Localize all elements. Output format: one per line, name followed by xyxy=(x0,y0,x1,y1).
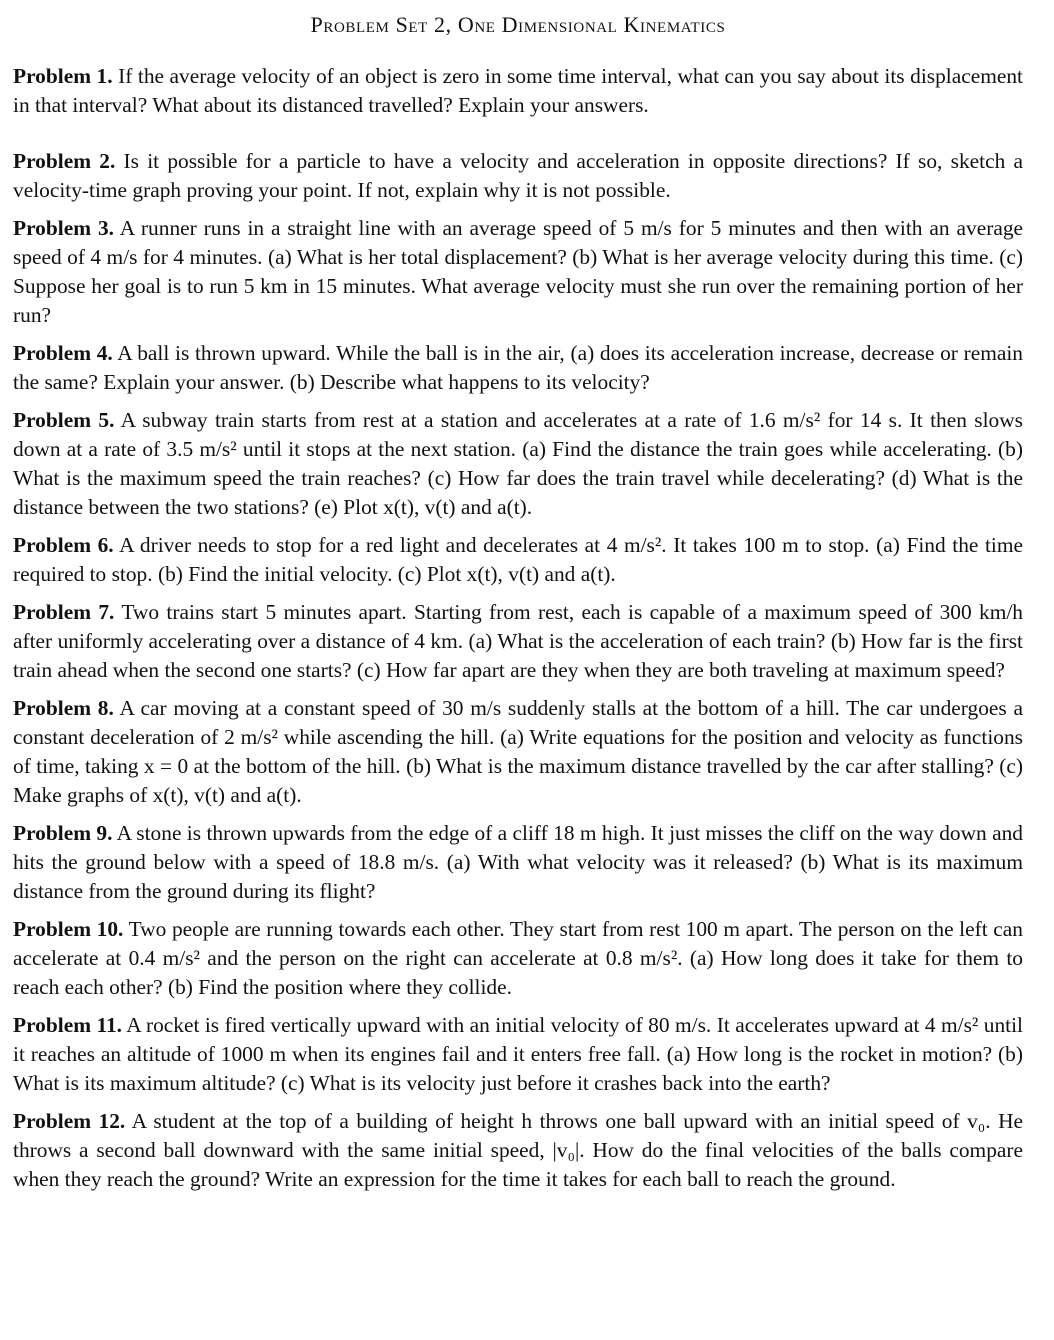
problem-10 xyxy=(13,915,1023,1002)
problem-12-text: A student at the top of a building of height h throws one ball upward with an initial speed of v₀. He throws a second ball downward with the same initial speed, |v₀|. How do the final velocities of the balls compare when they reach the ground? Write an expression for the time it takes for each ball to reach the ground. xyxy=(13,1109,1024,1191)
problem-5 xyxy=(13,406,1023,522)
problem-11 xyxy=(13,1011,1023,1098)
problem-9 xyxy=(13,819,1023,906)
problem-7 xyxy=(13,598,1023,685)
page-title: Problem Set 2, One Dimensional Kinematics xyxy=(310,12,726,37)
problem-3-label: Problem 3. xyxy=(13,216,114,240)
problem-5-label: Problem 5. xyxy=(13,408,115,432)
problem-12-label: Problem 12. xyxy=(13,1109,126,1133)
problem-6-text: A driver needs to stop for a red light and decelerates at 4 m/s². It takes 100 m to stop. (a) Find the time required to stop. (b) Find the initial velocity. (c) Plot x(t), v(t) and a(t). xyxy=(13,533,1023,586)
problem-5-text: A subway train starts from rest at a station and accelerates at a rate of 1.6 m/s² for 14 s. It then slows down at a rate of 3.5 m/s² until it stops at the next station. (a) Find the distance the train goes while accelerating. (b) What is the maximum speed the train reaches? (c) How far does the train travel while decelerating? (d) What is the distance between the two stations? (e) Plot x(t), v(t) and a(t). xyxy=(13,408,1023,519)
problem-6-label: Problem 6. xyxy=(13,533,114,557)
problem-8-label: Problem 8. xyxy=(13,696,114,720)
problem-9-label: Problem 9. xyxy=(13,821,113,845)
problem-10-label: Problem 10. xyxy=(13,917,124,941)
problem-3-text: A runner runs in a straight line with an average speed of 5 m/s for 5 minutes and then with an average speed of 4 m/s for 4 minutes. (a) What is her total displacement? (b) What is her average velocity during this time. (c) Suppose her goal is to run 5 km in 15 minutes. What average velocity must she run over the remaining portion of her run? xyxy=(13,216,1024,327)
problem-10-text: Two people are running towards each other. They start from rest 100 m apart. The person on the left can accelerate at 0.4 m/s² and the person on the right can accelerate at 0.8 m/s². (a) How long does it take for them to reach each other? (b) Find the position where they collide. xyxy=(13,917,1023,999)
problem-9-text: A stone is thrown upwards from the edge of a cliff 18 m high. It just misses the cliff on the way down and hits the ground below with a speed of 18.8 m/s. (a) With what velocity was it released? (b) What is its maximum distance from the ground during its flight? xyxy=(13,821,1023,903)
problem-11-text: A rocket is fired vertically upward with an initial velocity of 80 m/s. It accelerates upward at 4 m/s² until it reaches an altitude of 1000 m when its engines fail and it enters free fall. (a) How long is the rocket in motion? (b) What is its maximum altitude? (c) What is its velocity just before it crashes back into the earth? xyxy=(13,1013,1023,1095)
problem-7-label: Problem 7. xyxy=(13,600,115,624)
problem-2-label: Problem 2. xyxy=(13,149,116,173)
problem-8-text: A car moving at a constant speed of 30 m/s suddenly stalls at the bottom of a hill. The car undergoes a constant deceleration of 2 m/s² while ascending the hill. (a) Write equations for the position and velocity as functions of time, taking x = 0 at the bottom of the hill. (b) What is the maximum distance travelled by the car after stalling? (c) Make graphs of x(t), v(t) and a(t). xyxy=(13,696,1023,807)
problem-4-label: Problem 4. xyxy=(13,341,113,365)
problem-1 xyxy=(13,62,1023,120)
problem-3 xyxy=(13,214,1023,330)
document-page xyxy=(13,0,1023,1203)
problem-4 xyxy=(13,339,1023,397)
problem-12 xyxy=(13,1107,1023,1194)
problem-4-text: A ball is thrown upward. While the ball is in the air, (a) does its acceleration increase, decrease or remain the same? Explain your answer. (b) Describe what happens to its velocity? xyxy=(13,341,1023,394)
problem-8 xyxy=(13,694,1023,810)
problem-6 xyxy=(13,531,1023,589)
problem-2-text: Is it possible for a particle to have a velocity and acceleration in opposite directions? If so, sketch a velocity-time graph proving your point. If not, explain why it is not possible. xyxy=(13,149,1023,202)
problem-11-label: Problem 11. xyxy=(13,1013,123,1037)
problem-2 xyxy=(13,147,1023,205)
problem-7-text: Two trains start 5 minutes apart. Starting from rest, each is capable of a maximum speed of 300 km/h after uniformly accelerating over a distance of 4 km. (a) What is the acceleration of each train? (b) How far is the first train ahead when the second one starts? (c) How far apart are they when they are both traveling at maximum speed? xyxy=(13,600,1023,682)
problem-1-text: If the average velocity of an object is zero in some time interval, what can you say about its displacement in that interval? What about its distanced travelled? Explain your answers. xyxy=(13,64,1023,117)
problem-1-label: Problem 1. xyxy=(13,64,113,88)
